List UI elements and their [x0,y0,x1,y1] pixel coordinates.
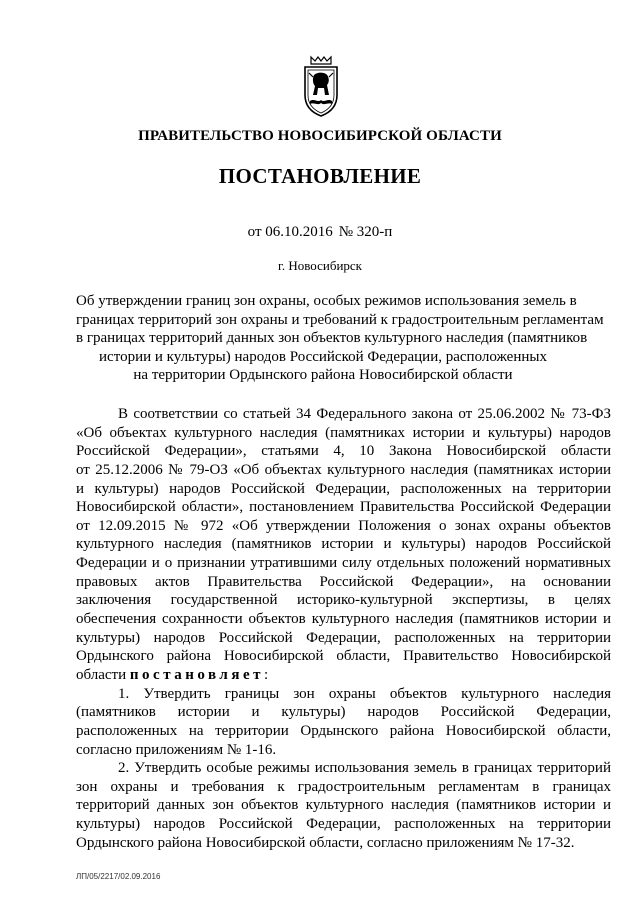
authority-title: ПРАВИТЕЛЬСТВО НОВОСИБИРСКОЙ ОБЛАСТИ [138,128,502,144]
document-number: № 320-п [338,224,393,240]
subject-line: истории и культуры) народов Российской Федерации, расположенных [99,348,547,365]
body-line: обеспечения сохранности объектов культурного наследия (памятников истории и [76,611,611,628]
body-line: от 25.12.2006 № 79-ОЗ «Об объектах культурного наследия (памятниках истории [76,461,611,478]
subject-line: в границах территорий данных зон объектов культурного наследия (памятников [76,330,588,346]
resolves-word: постановляет [129,666,264,683]
document-subject [76,292,604,385]
body-line: и культуры) народов Российской Федерации, расположенных на территории [76,480,611,497]
resolves-prefix: области [76,666,127,683]
item-2-line: территорий данных зон объектов культурного наследия (памятников истории и [76,797,611,814]
item-1-line: (памятников истории и культуры) народов Российской Федерации, [76,704,611,721]
item-1-line: 1. Утвердить границы зон охраны объектов культурного наследия [118,685,611,702]
document-body [76,405,611,852]
body-line: «Об объектах культурного наследия (памятниках истории и культуры) народов [76,424,611,441]
body-line: Ордынского района Новосибирской области, Правительство Новосибирской [76,648,611,665]
document-date: от 06.10.2016 [247,224,333,240]
resolves-suffix: : [264,666,269,683]
body-line: заключения государственной историко-культурной экспертизы, в целях [76,592,611,609]
item-2-line: Ордынского района Новосибирской области, согласно приложениям № 17-32. [76,834,575,851]
body-line: Федерации и о признании утратившими силу отдельных положений нормативных [76,555,611,572]
item-1-line: согласно приложениям № 1-16. [76,741,277,758]
body-line: В соответствии со статьей 34 Федерального закона от 25.06.2002 № 73-ФЗ [118,406,611,422]
subject-line: на территории Ордынского района Новосибирской области [133,367,513,383]
body-line: культурного наследия (памятников истории и культуры) народов Российской [76,536,611,553]
body-line: культуры) народов Российской Федерации, расположенных на территории [76,629,611,646]
footer-code: ЛП/05/2217/02.09.2016 [76,872,161,881]
document-type-title: ПОСТАНОВЛЕНИЕ [218,164,422,188]
body-line: от 12.09.2015 № 972 «Об утверждении Положения о зонах охраны объектов [76,517,611,534]
item-1-line: расположенных на территории Ордынского района Новосибирской области, [76,722,611,739]
body-line: Российской Федерации», статьями 4, 10 Закона Новосибирской области [76,443,611,460]
item-2-line: культуры) народов Российской Федерации, расположенных на территории [76,816,611,833]
body-line: Новосибирской области», постановлением Правительства Российской Федерации [76,499,611,516]
coat-of-arms-icon [302,55,340,117]
item-2-line: зон охраны и требования к градостроительным регламентам в границах [76,778,611,795]
subject-line: Об утверждении границ зон охраны, особых режимов использования земель в [76,293,577,309]
date-number-line [0,224,640,241]
body-line: правовых актов Правительства Российской Федерации», на основании [76,573,611,590]
item-2-line: 2. Утвердить особые режимы использования земель в границах территорий [118,760,611,777]
resolves-line [76,666,611,685]
subject-line: границах территорий зон охраны и требований к градостроительным регламентам [76,311,604,328]
city-line: г. Новосибирск [277,258,362,273]
